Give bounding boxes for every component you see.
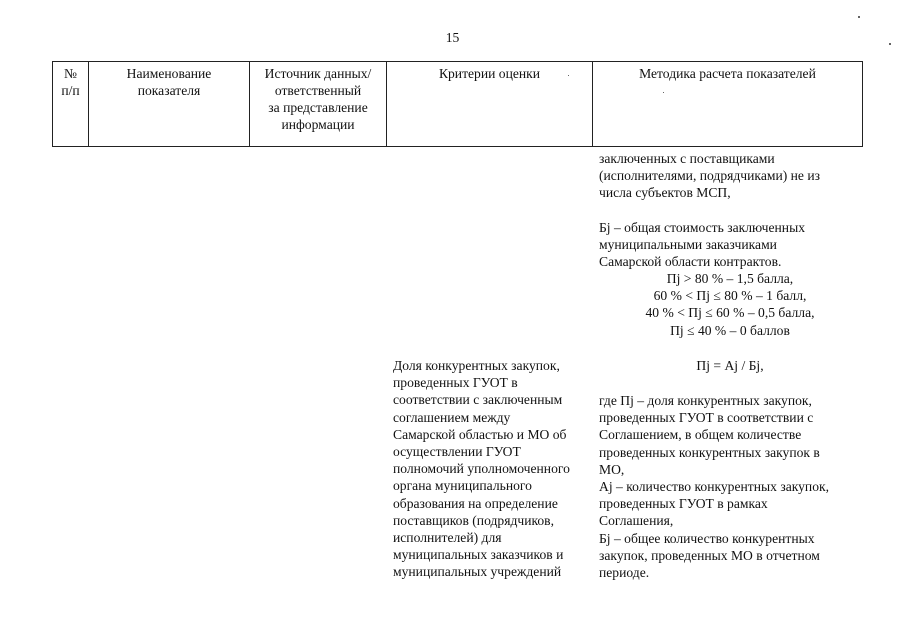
text-line: проведенных ГУОТ в соответствии с	[599, 410, 814, 426]
text-line: поставщиков (подрядчиков,	[393, 512, 555, 528]
text-line: соответствии с заключенным	[393, 392, 563, 408]
header-col-source	[250, 62, 387, 147]
text-line: муниципальных учреждений	[393, 564, 562, 580]
text-line: проведенных ГУОТ в рамках	[599, 496, 768, 512]
text-line: периоде.	[599, 565, 650, 581]
score-line: 40 % < Пj ≤ 60 % – 0,5 балла,	[645, 305, 815, 321]
header-line: информации	[281, 117, 355, 132]
text-line: где Пj – доля конкурентных закупок,	[599, 393, 812, 408]
score-line: Пj ≤ 40 % – 0 баллов	[670, 322, 790, 338]
text-line: проведенных ГУОТ в	[393, 375, 518, 391]
page-number: 15	[445, 30, 460, 45]
text-line: МО,	[599, 461, 625, 477]
formula: Пj = Аj / Бj,	[696, 358, 764, 373]
text-line: осуществлении ГУОТ	[393, 444, 521, 460]
score-line: 60 % < Пj ≤ 80 % – 1 балл,	[653, 288, 807, 304]
score-scale	[599, 270, 861, 339]
scan-speck	[858, 16, 860, 18]
text-line: Бj – общее количество конкурентных	[599, 530, 815, 546]
header-line: Источник данных/	[264, 66, 372, 81]
text-line: образования на определение	[393, 495, 558, 511]
formula-explanation	[599, 392, 829, 581]
scan-speck	[568, 75, 569, 76]
criterion-text	[393, 357, 570, 581]
header-line: п/п	[61, 83, 80, 98]
header-line: показателя	[137, 83, 201, 98]
score-line: Пj > 80 % – 1,5 балла,	[666, 271, 794, 286]
header-line: Наименование	[126, 66, 212, 81]
text-line: заключенных с поставщиками	[599, 151, 775, 166]
text-line: числа субъектов МСП,	[599, 185, 731, 201]
header-line: Критерии оценки	[438, 66, 541, 81]
text-line: соглашением между	[393, 409, 511, 425]
scan-speck	[663, 92, 664, 93]
bj-definition	[599, 219, 805, 271]
header-line: Методика расчета показателей	[639, 66, 816, 81]
text-line: проведенных конкурентных закупок в	[599, 444, 820, 460]
method-continuation	[599, 150, 820, 202]
text-line: Соглашения,	[599, 513, 674, 529]
text-line: Бj – общая стоимость заключенных	[599, 220, 805, 235]
text-line: Доля конкурентных закупок,	[393, 358, 560, 373]
text-line: Самарской областью и МО об	[393, 426, 567, 442]
text-line: полномочий уполномоченного	[393, 461, 570, 477]
text-line: исполнителей) для	[393, 530, 502, 546]
header-col-name	[89, 62, 250, 147]
header-col-method	[593, 62, 863, 147]
text-line: муниципальными заказчиками	[599, 237, 777, 253]
text-line: Соглашением, в общем количестве	[599, 427, 802, 443]
text-line: (исполнителями, подрядчиками) не из	[599, 168, 821, 184]
header-col-number	[53, 62, 89, 147]
header-line: №	[64, 66, 77, 81]
header-line: за представление	[268, 100, 368, 115]
header-line: ответственный	[274, 83, 362, 98]
text-line: закупок, проведенных МО в отчетном	[599, 547, 820, 563]
text-line: Самарской области контрактов.	[599, 254, 782, 270]
scan-speck	[889, 43, 891, 45]
text-line: муниципальных заказчиков и	[393, 547, 564, 563]
text-line: органа муниципального	[393, 478, 532, 494]
text-line: Аj – количество конкурентных закупок,	[599, 479, 830, 495]
header-col-criteria	[387, 62, 593, 147]
table-header	[52, 61, 863, 147]
